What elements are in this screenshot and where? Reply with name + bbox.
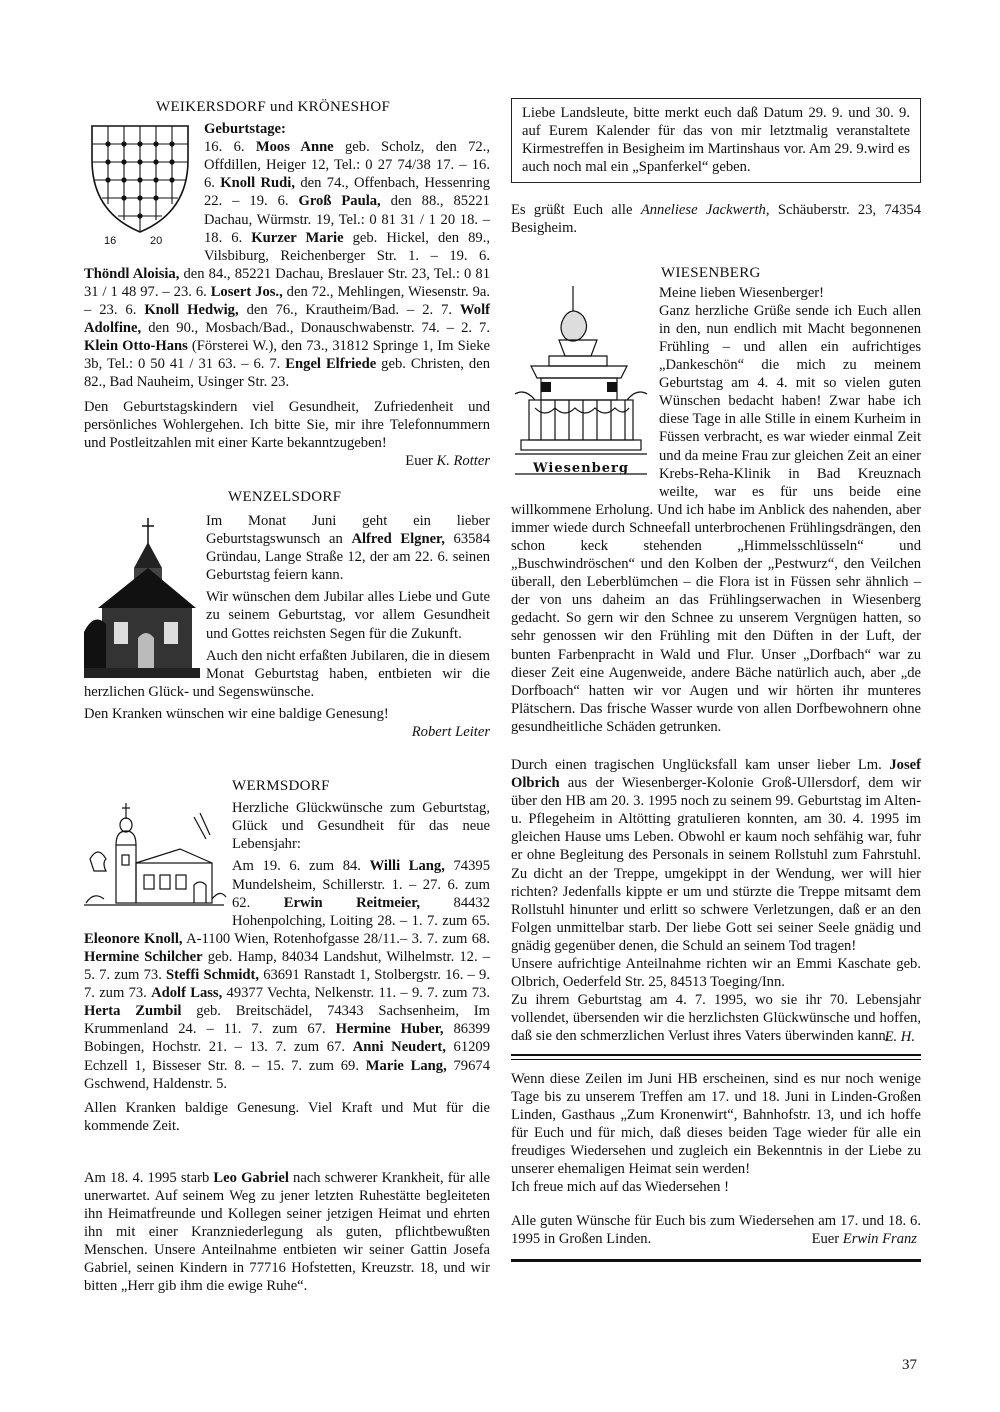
wiesenberg-para3: Unsere aufrichtige Anteilnahme richten wir an Emmi Kaschate geb. Olbrich, Oederfeld Str. 25, 84513 Toeging/Inn.	[511, 956, 921, 991]
linden-signature: Euer Erwin Franz	[811, 1231, 917, 1248]
wiesenberg-para4: Zu ihrem Geburtstag am 4. 7. 1995, wo sie ihr 70. Lebensjahr vollendet, übersenden wir die herzlichsten Glückwünsche und hoffen, daß sie den schmerzlichen Verlust ihres Vaters überwinden kann.	[511, 992, 921, 1045]
weikersdorf-closing: Den Geburtstagskindern viel Gesundheit, Zufriedenheit und persönliches Wohlergehen. Ich bitte Sie, mir ihre Telefonnummern und Postleitzahlen mit einer Karte bekanntzugeben!	[84, 398, 490, 451]
wermsdorf-church-drawing	[84, 799, 232, 917]
weikersdorf-crest	[84, 116, 204, 258]
wiesenberg-para1: Ganz herzliche Grüße sende ich Euch allen in den, nun endlich mit Macht begonnenen Frühling – und allen ein aufrichtiges „Dankeschön“ die mich zu meinem Geburtstag am 4. 4. mit so vielen guten Wünschen bedacht haben! Zwar habe ich diese Tage in alle Stille in einem Kurheim in Füssen verbracht, es war wieder einmal Zeit und da meine Frau zur gleichen Zeit an einer Krebs-Reha-Klinik in Bad Kreuznach weilte, war es für uns beide eine willkommene Erholung. Und ich habe im Anblick des nahenden, aber immer wiede durch Schneefall unterbrochenen Frühlingsdrängen, den schon keck stehenden „Himmelsschlüsseln“ und „Buschwindröschen“ und den Kolben der „Pestwurz“, den Veilchen überall, den Leberblümchen – die Flora ist in Füssen sehr ähnlich – der von uns daheim an das Frühlingserwachen in Wiesenberg gedacht. So gern wir den Schnee zu unserem Vergnügen hatten, so sehr genossen wir den Frühling mit den Düften in der Luft, der bunten Farbenpracht in Wald und Flur. Unser „Dorfbach“ war zu dieser Zeit eine Augenweide, andere Bäche natürlich auch, aber „de Dorfboach“ hatten wir vor Augen und wir hörten ihr munteres Plätschern. Das frische Wasser wurde von allen Dorfbewohnern ohne gesundheitliche Schäden getrunken.	[511, 302, 921, 735]
kirmes-notice-text: Liebe Landsleute, bitte merkt euch daß Datum 29. 9. und 30. 9. auf Eurem Kalender für das von mir letztmalig veranstaltete Kirmestreffen in Besigheim im Martinshaus vor. Am 29. 9.wird es auch noch mal ein „Spanferkel“ geben.	[522, 105, 910, 176]
section-wiesenberg	[511, 264, 921, 1046]
section-title-wermsdorf: WERMSDORF	[232, 778, 330, 795]
wermsdorf-intro: Herzliche Glückwünsche zum Geburtstag, Glück und Gesundheit für das neue Lebensjahr:	[232, 800, 490, 853]
wermsdorf-closing: Allen Kranken baldige Genesung. Viel Kraft und Mut für die kommende Zeit.	[84, 1099, 490, 1134]
weikersdorf-signature: Euer K. Rotter	[405, 452, 490, 469]
greeting-jackwerth: Es grüßt Euch alle Anneliese Jackwerth, Schäuberstr. 23, 74354 Besigheim.	[511, 202, 921, 237]
weikersdorf-subtitle: Geburtstage:	[204, 121, 286, 138]
fountain-emblem-icon	[511, 282, 651, 478]
wiesenberg-emblem	[511, 282, 659, 496]
wenzelsdorf-signature: Robert Leiter	[411, 724, 490, 740]
obituary-leo-text: Am 18. 4. 1995 starb Leo Gabriel nach schwerer Krankheit, für alle unerwartet. Auf seinem Weg zu jener letzten Ruhestätte begleiteten ihn Heimatfreunde und Kollegen seiner jetzigen Heimat und ehrten ihn mit einer Kranzniederlegung als guten, pflichtbewußten Menschen. Unsere Anteilnahme entbieten wir seiner Gattin Josefa Gabriel, seinen Kindern in 77716 Hofstetten, Kreuzstr. 18, und wir bitten „Herr gib ihm die ewige Ruhe“.	[84, 1169, 490, 1295]
wenzelsdorf-chapel-drawing	[84, 512, 206, 680]
wiesenberg-para2: Durch einen tragischen Unglücksfall kam unser lieber Lm. Josef Olbrich aus der Wiesenberger-Kolonie Groß-Ullersdorf, dem wir über den HB am 20. 3. 1995 noch zu seinem 99. Geburtstag im Alten- u. Pflegeheim in Altötting gratulieren konnten, am 30. 4. 1995 im gleichen Hause ums Leben. Obwohl er kaum noch sehfähig war, fuhr er ohne Begleitung des Personals in seinem Rollstuhl zum Fahrstuhl. Zu dicht an der Treppe, umgekippt in der Wendung, wer will hier richten? Jedenfalls kippte er um und stürzte die Treppe mitsamt dem Rollstuhl hinunter und erlitt so schwere Verletzungen, daß er an den Folgen unmittelbar starb. Der liebe Gott sei seiner Seele gnädig und gnädig gegenüber denen, die Schuld an seinem Tod tragen!	[511, 757, 921, 954]
section-linden	[511, 1070, 921, 1249]
church-icon	[84, 799, 228, 915]
section-wenzelsdorf	[84, 488, 490, 741]
kirmes-notice-box	[511, 98, 921, 183]
section-weikersdorf	[84, 98, 490, 470]
left-column	[84, 98, 490, 1296]
bottom-rule	[511, 1259, 921, 1262]
crest-icon	[84, 120, 194, 240]
crest-number-left: 16	[104, 235, 117, 248]
wenzelsdorf-para2: Wir wünschen dem Jubilar alles Liebe und Gute zu seinem Geburtstag, vor allem Gesundheit und Gottes reichsten Segen für die Zukunft.	[206, 589, 490, 642]
wenzelsdorf-para3: Auch den nicht erfaßten Jubilaren, die in diesem Monat Geburtstag haben, entbieten wir die herzlichen Glück- und Segenswünsche.	[84, 647, 490, 700]
linden-para2: Ich freue mich auf das Wiedersehen !	[511, 1179, 729, 1196]
section-title-wiesenberg: WIESENBERG	[661, 264, 761, 281]
section-title-weikersdorf: WEIKERSDORF und KRÖNESHOF	[156, 99, 391, 115]
page-number: 37	[902, 1357, 917, 1373]
wiesenberg-signature: E. H.	[884, 1028, 915, 1045]
wenzelsdorf-para4: Den Kranken wünschen wir eine baldige Genesung!	[84, 705, 389, 722]
right-column	[511, 98, 921, 1262]
linden-para3: Alle guten Wünsche für Euch bis zum Wiedersehen am 17. und 18. 6. 1995 in Großen Linden.	[511, 1213, 921, 1248]
wenzelsdorf-para1: Im Monat Juni geht ein lieber Geburtstagswunsch an Alfred Elgner, 63584 Gründau, Lange Straße 12, der am 22. 6. seinen Geburtstag feiern kann.	[206, 512, 491, 584]
weikersdorf-birthdays: 16. 6. Moos Anne geb. Scholz, den 72., Offdillen, Heiger 12, Tel.: 0 27 74/38 17. – 16. 6. Knoll Rudi, den 74., Offenbach, Hessenring 22. – 19. 6. Groß Paula, den 88., 85221 Dachau, Würmstr. 19, Tel.: 0 81 31 / 1 20 18. – 18. 6. Kurzer Marie geb. Hickel, den 89., Vilsbiburg, Reichenberger Str. 1. – 19. 6. Thöndl Aloisia, den 84., 85221 Dachau, Breslauer Str. 23, Tel.: 0 81 31 / 1 48 97. – 23. 6. Losert Jos., den 72., Mehlingen, Wiesenstr. 9a. – 23. 6. Knoll Hedwig, den 76., Krautheim/Bad. – 2. 7. Wolf Adolfine, den 90., Mosbach/Bad., Donauschwabenstr. 74. – 2. 7. Klein Otto-Hans (Försterei W.), den 73., 31812 Springe 1, Im Sieke 3b, Tel.: 0 50 41 / 31 63. – 6. 7. Engel Elfriede geb. Christen, den 82., Bad Nauheim, Usinger Str. 23.	[84, 139, 491, 391]
wermsdorf-birthdays: Am 19. 6. zum 84. Willi Lang, 74395 Mundelsheim, Schillerstr. 1. – 27. 6. zum 62. Erwin Reitmeier, 84432 Hohenpolching, Loiting 28. – 1. 7. zum 65. Eleonore Knoll, A-1100 Wien, Rotenhofgasse 28/11.– 3. 7. zum 68. Hermine Schilcher geb. Hamp, 84034 Landshut, Wilhelmstr. 12. – 5. 7. zum 73. Steffi Schmidt, 63691 Ranstadt 1, Stolbergstr. 16. – 9. 7. zum 73. Adolf Lass, 49377 Vechta, Nelkenstr. 11. – 9. 7. zum 73. Herta Zumbil geb. Breitschädel, 74343 Sachsenheim, Im Krummenland 24. – 11. 7. zum 67. Hermine Huber, 86399 Bobingen, Hochstr. 21. – 13. 7. zum 67. Anni Neudert, 61209 Echzell 1, Bisseser Str. 8. – 15. 7. zum 69. Marie Lang, 79674 Gschwend, Haldenstr. 5.	[84, 858, 491, 1092]
crest-number-right: 20	[150, 235, 163, 248]
chapel-icon	[84, 512, 200, 678]
section-divider	[511, 1054, 921, 1060]
emblem-label: Wiesenberg	[533, 460, 629, 476]
wiesenberg-salutation: Meine lieben Wiesenberger!	[659, 284, 825, 301]
section-wermsdorf	[84, 777, 490, 1135]
linden-para1: Wenn diese Zeilen im Juni HB erscheinen, sind es nur noch wenige Tage bis zu unserem Treffen am 17. und 18. Juni in Linden-Großen Linden, Gasthaus „Zum Kronenwirt“, Bahnhofstr. 13, und ich hoffe für Euch und für mich, daß dieses beiden Tage wieder für alle ein freudiges Wiedersehen und zugleich ein Bekenntnis in der Liebe zu unserer ehemaligen Heimat sein werden!	[511, 1070, 921, 1178]
section-title-wenzelsdorf: WENZELSDORF	[228, 488, 342, 505]
section-obituary-leo-gabriel	[84, 1169, 490, 1296]
